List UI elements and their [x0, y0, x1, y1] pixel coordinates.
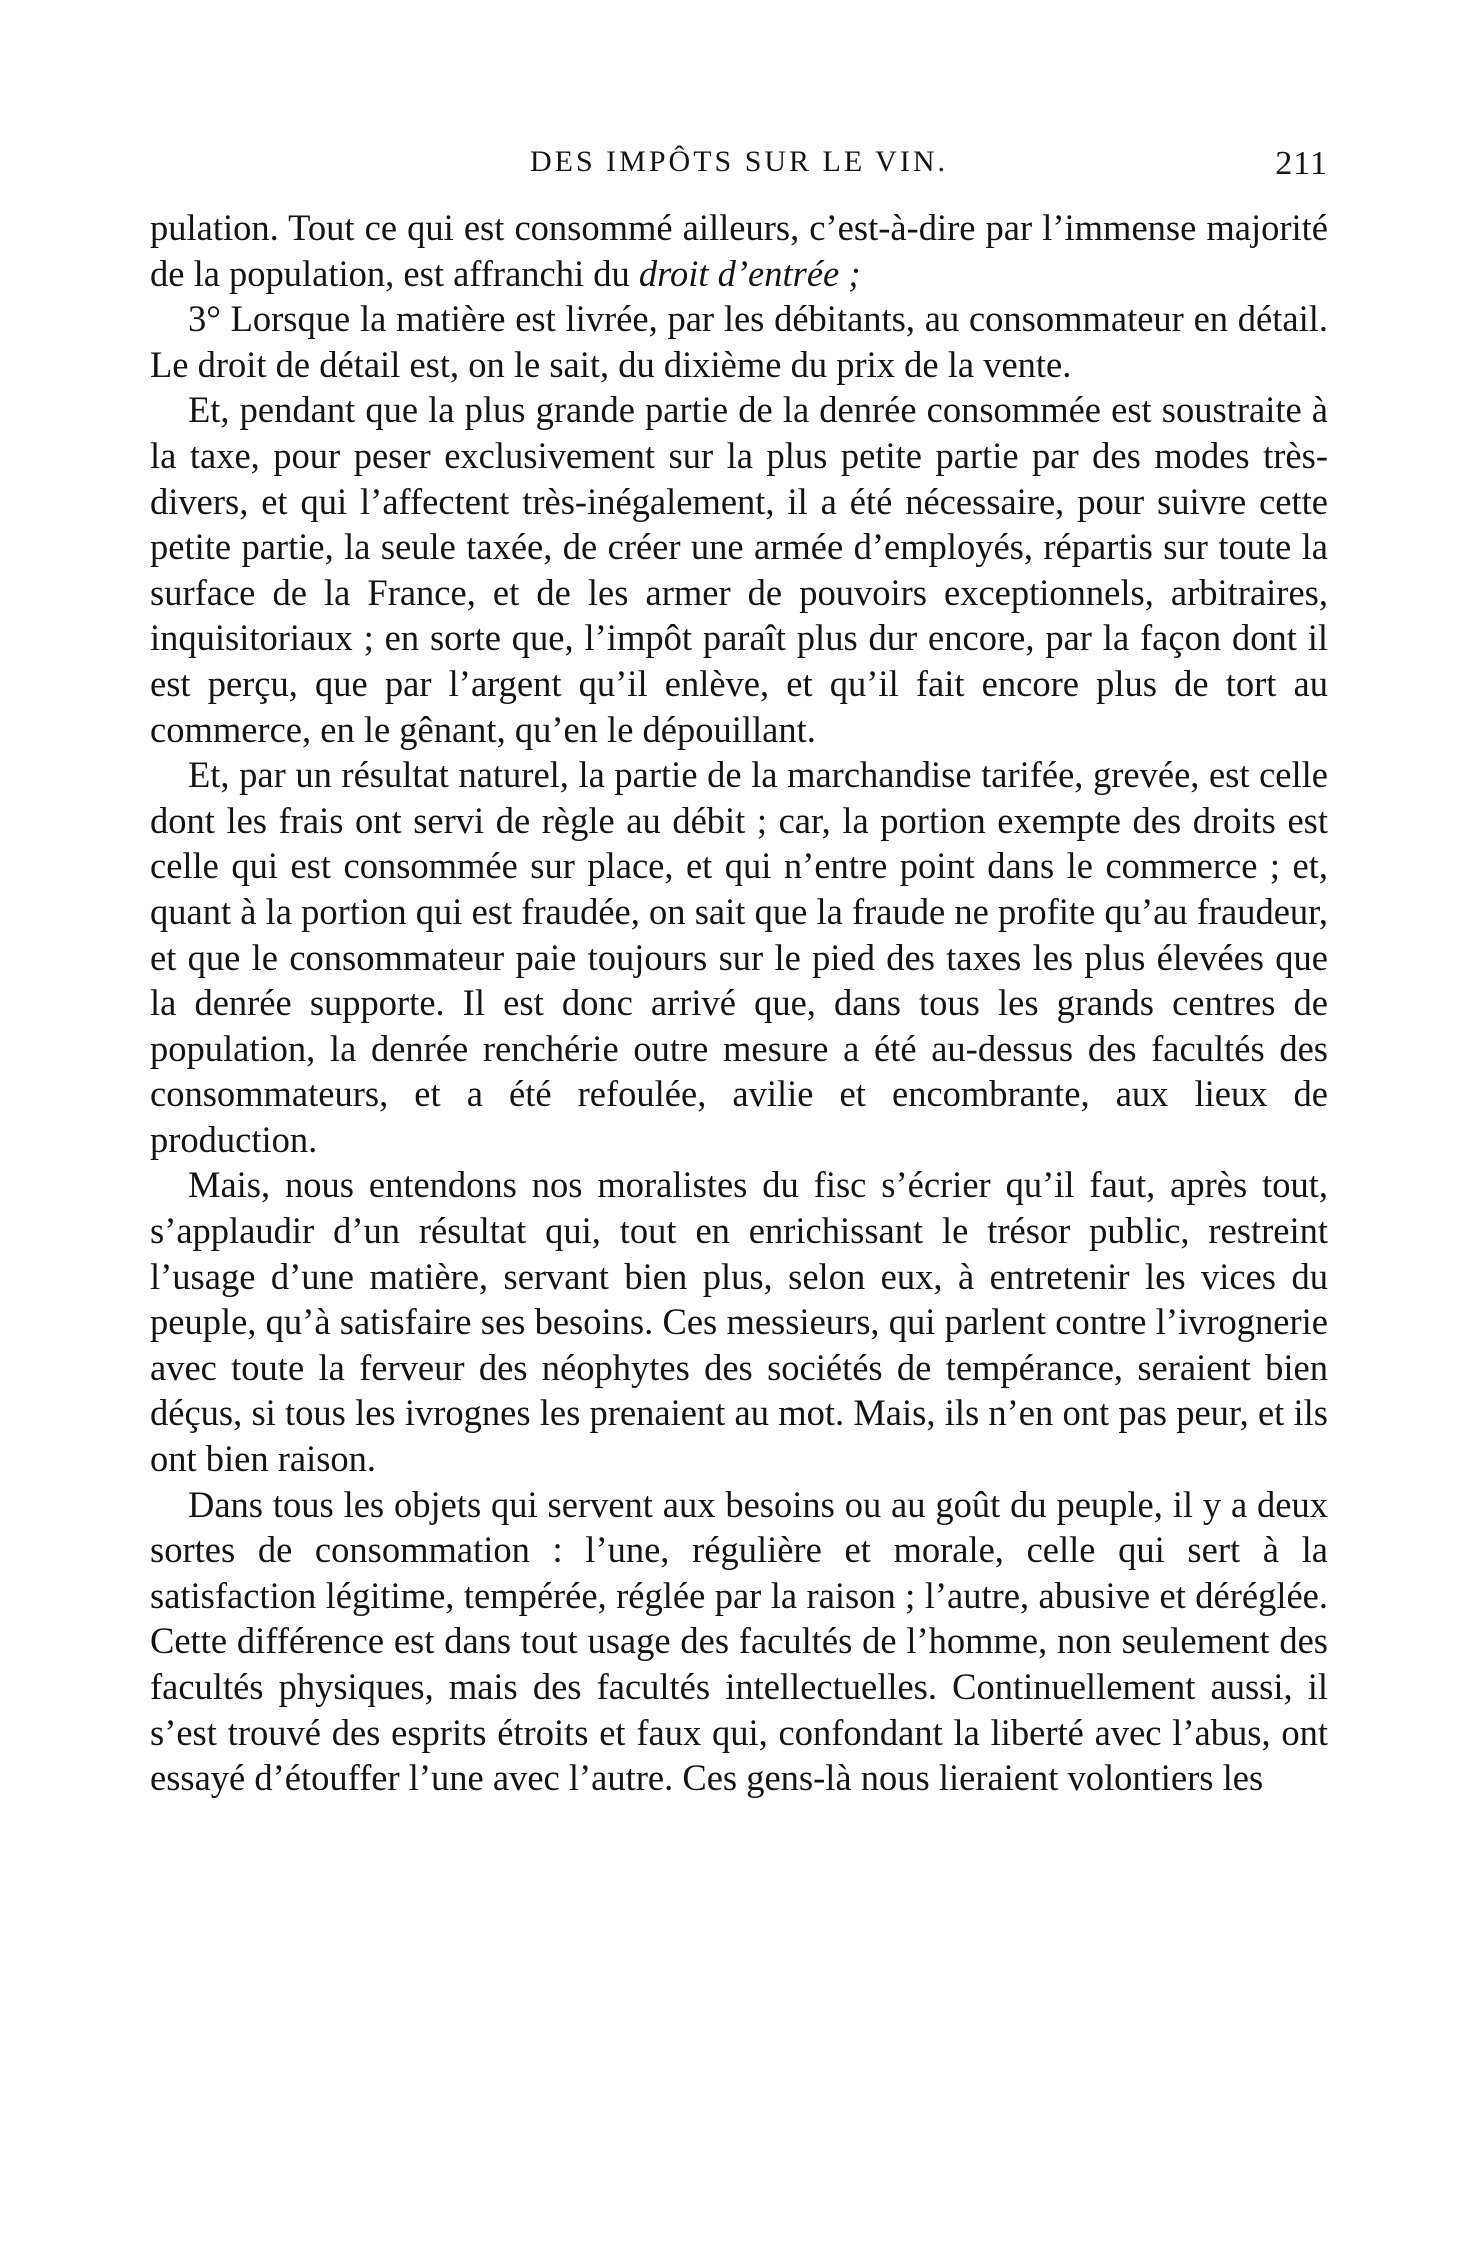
book-page: [150, 145, 1328, 1801]
italic-phrase: droit d’entrée ;: [638, 252, 861, 294]
paragraph: [150, 205, 1328, 296]
running-head-title: DES IMPÔTS SUR LE VIN.: [530, 145, 948, 178]
paragraph: 3° Lorsque la matière est livrée, par les débitants, au consommateur en détail. Le droit de détail est, on le sait, du dixième du prix de la vente.: [150, 298, 1328, 385]
paragraph: Dans tous les objets qui servent aux besoins ou au goût du peuple, il y a deux sortes de consommation : l’une, régulière et morale, celle qui sert à la satisfaction légitime, tempérée, réglée par la raison ; l’autre, abusive et déréglée. Cette différence est dans tout usage des facultés de l’homme, non seulement des facultés physiques, mais des facultés intellectuelles. Continuellement aussi, il s’est trouvé des esprits étroits et faux qui, confondant la liberté avec l’abus, ont essayé d’étouffer l’une avec l’autre. Ces gens-là nous lieraient volontiers les: [150, 1483, 1328, 1799]
paragraph-text: pulation. Tout ce qui est consommé ailleurs, c’est-à-dire par l’immense majorité de la population, est affranchi du: [150, 207, 1328, 294]
paragraph: Mais, nous entendons nos moralistes du fisc s’écrier qu’il faut, après tout, s’applaudir d’un résultat qui, tout en enrichissant le trésor public, restreint l’usage d’une matière, servant bien plus, selon eux, à entretenir les vices du peuple, qu’à satisfaire ses besoins. Ces messieurs, qui parlent contre l’ivrognerie avec toute la ferveur des néophytes des sociétés de tempérance, seraient bien déçus, si tous les ivrognes les prenaient au mot. Mais, ils n’en ont pas peur, et ils ont bien raison.: [150, 1164, 1328, 1480]
body-text: [150, 205, 1328, 1801]
paragraph: Et, pendant que la plus grande partie de la denrée consommée est soustraite à la taxe, pour peser exclusivement sur la plus petite partie par des modes très-divers, et qui l’affectent très-inégalement, il a été nécessaire, pour suivre cette petite partie, la seule taxée, de créer une armée d’employés, répartis sur toute la surface de la France, et de les armer de pouvoirs exceptionnels, arbitraires, inquisitoriaux ; en sorte que, l’impôt paraît plus dur encore, par la façon dont il est perçu, que par l’argent qu’il enlève, et qu’il fait encore plus de tort au commerce, en le gênant, qu’en le dépouillant.: [150, 389, 1328, 750]
paragraph: Et, par un résultat naturel, la partie de la marchandise tarifée, grevée, est celle dont les frais ont servi de règle au débit ; car, la portion exempte des droits est celle qui est consommée sur place, et qui n’entre point dans le commerce ; et, quant à la portion qui est fraudée, on sait que la fraude ne profite qu’au fraudeur, et que le consommateur paie toujours sur le pied des taxes les plus élevées que la denrée supporte. Il est donc arrivé que, dans tous les grands centres de population, la denrée renchérie outre mesure a été au-dessus des facultés des consommateurs, et a été refoulée, avilie et encombrante, aux lieux de production.: [150, 754, 1328, 1160]
page-number: 211: [1275, 145, 1328, 182]
running-head: [150, 145, 1328, 205]
